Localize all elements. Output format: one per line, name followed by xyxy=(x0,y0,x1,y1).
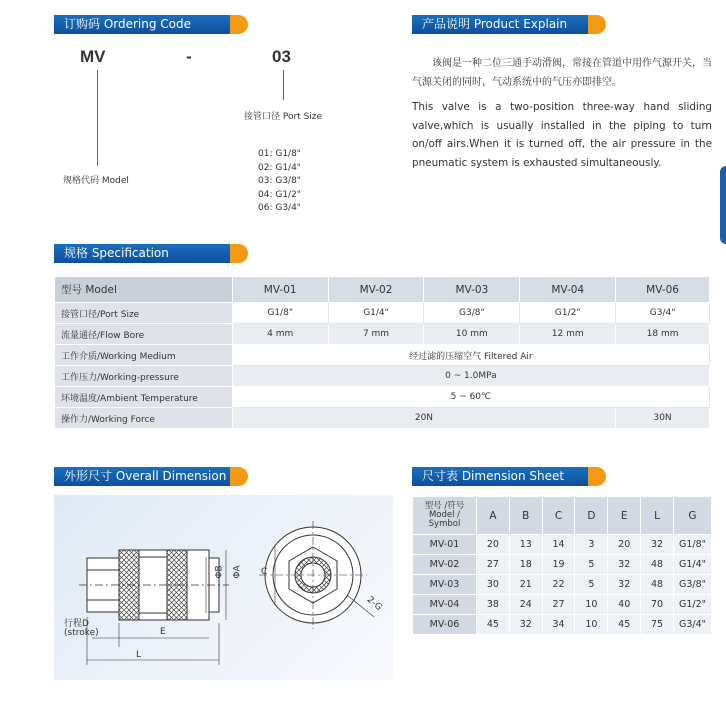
dimension-sheet-table xyxy=(412,496,712,635)
front-view xyxy=(259,521,374,629)
spec-row xyxy=(55,387,710,408)
spec-row xyxy=(55,345,710,366)
dim-cell: 75 xyxy=(641,615,674,635)
dim-cell: 32 xyxy=(608,555,641,575)
specification-heading: 规格 Specification xyxy=(54,244,240,263)
dim-cell: 24 xyxy=(509,595,542,615)
dim-cell: 45 xyxy=(608,615,641,635)
dim-cell: G1/2" xyxy=(674,595,712,615)
spec-header-cell: MV-02 xyxy=(328,277,424,303)
dim-cell: 48 xyxy=(641,575,674,595)
spec-row xyxy=(55,408,710,429)
spec-row xyxy=(55,303,710,324)
dim-label-c: C xyxy=(261,567,268,577)
dim-header-model: 型号 /符号 Model / Symbol xyxy=(413,497,477,535)
spec-row-label: 流量通径/Flow Bore xyxy=(55,324,233,345)
dim-cell: 13 xyxy=(509,535,542,555)
spec-row-label: 工作介质/Working Medium xyxy=(55,345,233,366)
dim-header-cell: G xyxy=(674,497,712,535)
dim-cell: 14 xyxy=(542,535,575,555)
dim-row xyxy=(413,615,712,635)
spec-row-label: 操作力/Working Force xyxy=(55,408,233,429)
code-dash: - xyxy=(186,47,192,66)
dim-cell: G3/4" xyxy=(674,615,712,635)
spec-row xyxy=(55,366,710,387)
dim-cell: 32 xyxy=(608,575,641,595)
size-leader-line xyxy=(283,70,284,100)
spec-cell: 7 mm xyxy=(328,324,424,345)
spec-cell: G1/8" xyxy=(232,303,328,324)
port-option: 04: G1/2" xyxy=(258,189,301,200)
port-option: 06: G3/4" xyxy=(258,203,301,213)
dim-cell: 19 xyxy=(542,555,575,575)
dim-label-phi-b: ΦB xyxy=(214,565,225,579)
side-view xyxy=(79,550,229,665)
dim-cell: 70 xyxy=(641,595,674,615)
dim-cell: 38 xyxy=(477,595,510,615)
explain-text-cn: 该阀是一种二位三通手动滑阀，常接在管道中用作气源开关，当气源关闭的同时，气动系统中的气压亦即排空。 xyxy=(412,58,712,88)
product-explain-heading: 产品说明 Product Explain xyxy=(412,15,598,34)
dim-cell: 3 xyxy=(575,535,608,555)
spec-cell: 12 mm xyxy=(520,324,616,345)
port-options-list xyxy=(258,148,301,216)
dim-row xyxy=(413,535,712,555)
overall-dimension-heading: 外形尺寸 Overall Dimension xyxy=(54,467,240,486)
dim-cell: G1/4" xyxy=(674,555,712,575)
dim-header-cell: L xyxy=(641,497,674,535)
dim-cell: 20 xyxy=(477,535,510,555)
dim-cell: 20 xyxy=(608,535,641,555)
port-option: 01: G1/8" xyxy=(258,149,301,159)
stroke-label-en: (stroke) xyxy=(64,628,99,638)
dimension-sheet-heading: 尺寸表 Dimension Sheet xyxy=(412,467,598,486)
dim-header-cell: B xyxy=(509,497,542,535)
model-label: 规格代码 Model xyxy=(63,176,129,186)
spec-header-row xyxy=(55,277,710,303)
spec-cell: G3/4" xyxy=(616,303,710,324)
dim-cell: 48 xyxy=(641,555,674,575)
spec-cell: G1/4" xyxy=(328,303,424,324)
ordering-code-heading: 订购码 Ordering Code xyxy=(54,15,240,34)
spec-row xyxy=(55,324,710,345)
valve-drawing xyxy=(54,495,393,680)
dim-row xyxy=(413,595,712,615)
dim-label-g: 2-G xyxy=(364,594,384,614)
spec-row-label: 接管口径/Port Size xyxy=(55,303,233,324)
dim-cell: 34 xyxy=(542,615,575,635)
spec-header-model: 型号 Model xyxy=(55,277,233,303)
dim-cell: 5 xyxy=(575,555,608,575)
dim-label-l: L xyxy=(136,650,142,660)
spec-row-label: 环境温度/Ambient Temperature xyxy=(55,387,233,408)
spec-cell: 4 mm xyxy=(232,324,328,345)
edge-tab[interactable] xyxy=(720,166,726,244)
dim-header-cell: E xyxy=(608,497,641,535)
dim-header-row xyxy=(413,497,712,535)
specification-table xyxy=(54,276,710,429)
port-option: 03: G3/8" xyxy=(258,176,301,186)
spec-cell: G1/2" xyxy=(520,303,616,324)
dim-label-phi-a: ΦA xyxy=(232,565,243,579)
explain-text-en: This valve is a two-position three-way hand sliding valve,which is usually installed in the piping to turn on/off airs.When it is turned off, the air pressure in the pneumatic system is exhausted simultaneously. xyxy=(412,101,712,169)
spec-row-label: 工作压力/Working-pressure xyxy=(55,366,233,387)
dim-cell: 45 xyxy=(477,615,510,635)
dim-row xyxy=(413,575,712,595)
dim-cell: 40 xyxy=(608,595,641,615)
dim-row xyxy=(413,555,712,575)
dim-row-model: MV-03 xyxy=(413,575,477,595)
spec-header-cell: MV-06 xyxy=(616,277,710,303)
dimension-drawing-panel xyxy=(54,495,393,680)
dim-cell: 27 xyxy=(477,555,510,575)
spec-header-cell: MV-04 xyxy=(520,277,616,303)
dim-row-model: MV-06 xyxy=(413,615,477,635)
dim-header-cell: D xyxy=(575,497,608,535)
dim-row-model: MV-01 xyxy=(413,535,477,555)
dim-cell: 27 xyxy=(542,595,575,615)
size-code: 03 xyxy=(272,47,291,66)
dim-cell: 10 xyxy=(575,615,608,635)
dim-label-e: E xyxy=(160,627,166,637)
dim-header-cell: A xyxy=(477,497,510,535)
dim-cell: 18 xyxy=(509,555,542,575)
model-leader-line xyxy=(97,70,98,166)
spec-cell: 18 mm xyxy=(616,324,710,345)
dim-cell: 30 xyxy=(477,575,510,595)
spec-cell: 10 mm xyxy=(424,324,520,345)
stroke-label: 行程D xyxy=(64,619,89,629)
spec-cell: G3/8" xyxy=(424,303,520,324)
spec-merged-cell: 5 ~ 60℃ xyxy=(232,387,709,408)
spec-header-cell: MV-01 xyxy=(232,277,328,303)
port-option: 02: G1/4" xyxy=(258,162,301,173)
spec-merged-cell: 0 ~ 1.0MPa xyxy=(232,366,709,387)
port-size-label: 接管口径 Port Size xyxy=(244,112,323,122)
dim-cell: 22 xyxy=(542,575,575,595)
model-code: MV xyxy=(80,47,106,66)
dim-cell: 32 xyxy=(641,535,674,555)
spec-force-cell: 20N xyxy=(232,408,615,429)
dim-label-d: D xyxy=(82,619,89,629)
spec-merged-cell: 经过滤的压缩空气 Filtered Air xyxy=(232,345,709,366)
dim-row-model: MV-02 xyxy=(413,555,477,575)
dim-row-model: MV-04 xyxy=(413,595,477,615)
dim-cell: G3/8" xyxy=(674,575,712,595)
dim-cell: G1/8" xyxy=(674,535,712,555)
dim-cell: 5 xyxy=(575,575,608,595)
dim-header-cell: C xyxy=(542,497,575,535)
dim-cell: 10 xyxy=(575,595,608,615)
dim-cell: 21 xyxy=(509,575,542,595)
spec-force-cell: 30N xyxy=(616,408,710,429)
dim-cell: 32 xyxy=(509,615,542,635)
spec-header-cell: MV-03 xyxy=(424,277,520,303)
